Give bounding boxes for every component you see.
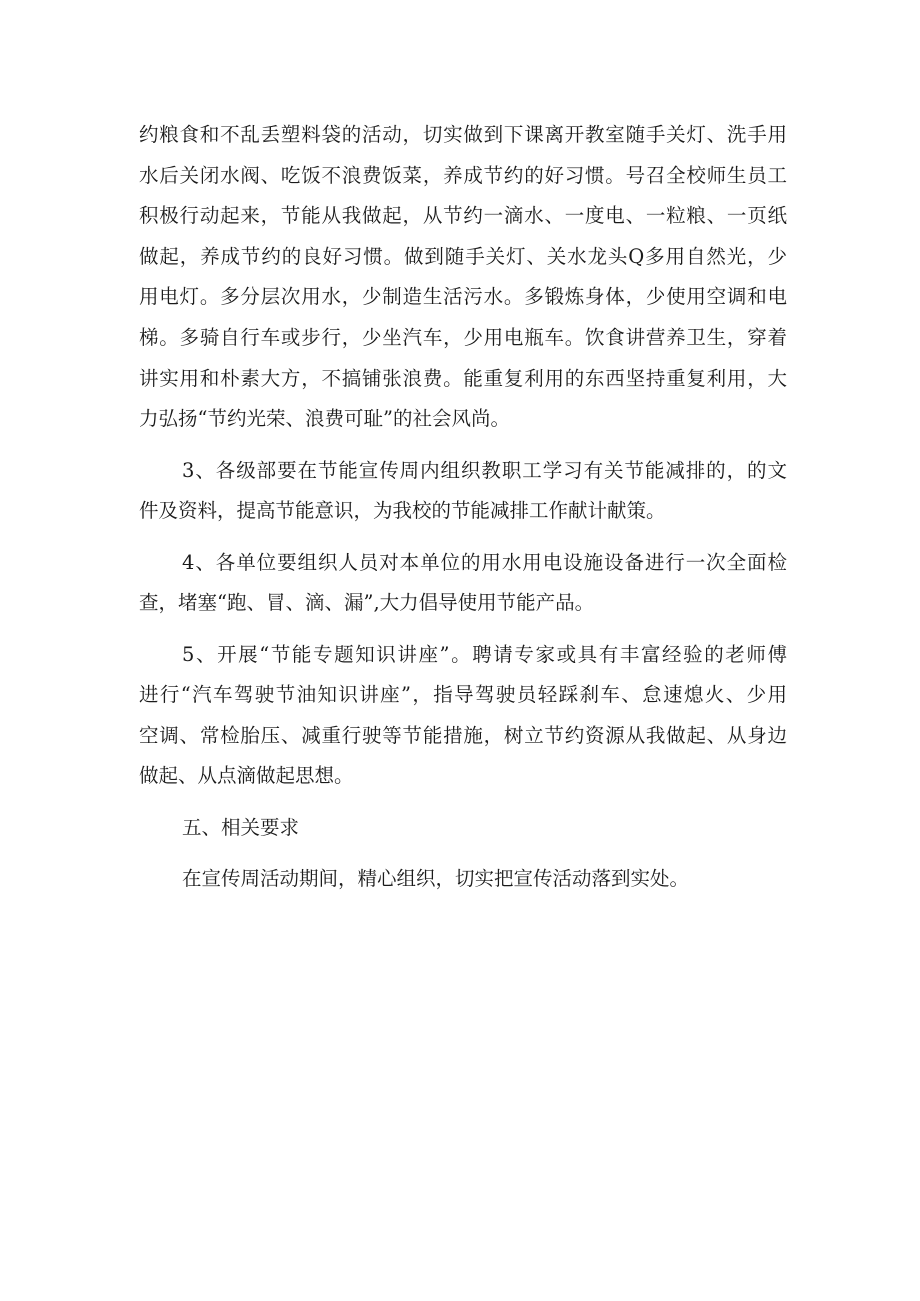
text-line: 积极行动起来，节能从我做起，从节约一滴水、一度电、一粒粮、一页纸	[139, 204, 787, 228]
paragraph-item-4	[139, 543, 787, 624]
text-line: 3、各级部要在节能宣传周内组织教职工学习有关节能减排的，的文	[182, 458, 787, 482]
document-body	[139, 115, 787, 900]
paragraph-section-body	[139, 859, 787, 900]
text-line: 空调、常检胎压、减重行驶等节能措施，树立节约资源从我做起、从身边	[139, 723, 787, 747]
text-line: 力弘扬“节约光荣、浪费可耻”的社会风尚。	[139, 407, 510, 431]
section-heading	[139, 808, 787, 849]
text-line: 4、各单位要组织人员对本单位的用水用电设施设备进行一次全面检	[182, 550, 787, 574]
paragraph-item-5	[139, 635, 787, 797]
text-line: 做起、从点滴做起思想。	[139, 764, 354, 788]
text-line: 查，堵塞“跑、冒、滴、漏”,大力倡导使用节能产品。	[139, 591, 595, 615]
text-line: 水后关闭水阀、吃饭不浪费饭菜，养成节约的好习惯。号召全校师生员工	[139, 163, 787, 187]
paragraph-continuation	[139, 115, 787, 440]
text-line: 件及资料，提高节能意识，为我校的节能减排工作献计献策。	[139, 499, 666, 523]
paragraph-item-3	[139, 451, 787, 532]
text-line: 五、相关要求	[182, 815, 300, 839]
text-line: 梯。多骑自行车或步行，少坐汽车，少用电瓶车。饮食讲营养卫生，穿着	[139, 325, 787, 349]
text-line: 进行“汽车驾驶节油知识讲座”，指导驾驶员轻踩刹车、怠速熄火、少用	[139, 683, 787, 707]
text-line: 做起，养成节约的良好习惯。做到随手关灯、关水龙头Q多用自然光，少	[139, 244, 787, 268]
text-line: 用电灯。多分层次用水，少制造生活污水。多锻炼身体，少使用空调和电	[139, 285, 787, 309]
text-line: 5、开展“节能专题知识讲座”。聘请专家或具有丰富经验的老师傅	[182, 642, 787, 666]
text-line: 讲实用和朴素大方，不搞铺张浪费。能重复利用的东西坚持重复利用，大	[139, 366, 787, 390]
text-line: 约粮食和不乱丢塑料袋的活动，切实做到下课离开教室随手关灯、洗手用	[139, 123, 787, 146]
text-line: 在宣传周活动期间，精心组织，切实把宣传活动落到实处。	[182, 867, 690, 891]
